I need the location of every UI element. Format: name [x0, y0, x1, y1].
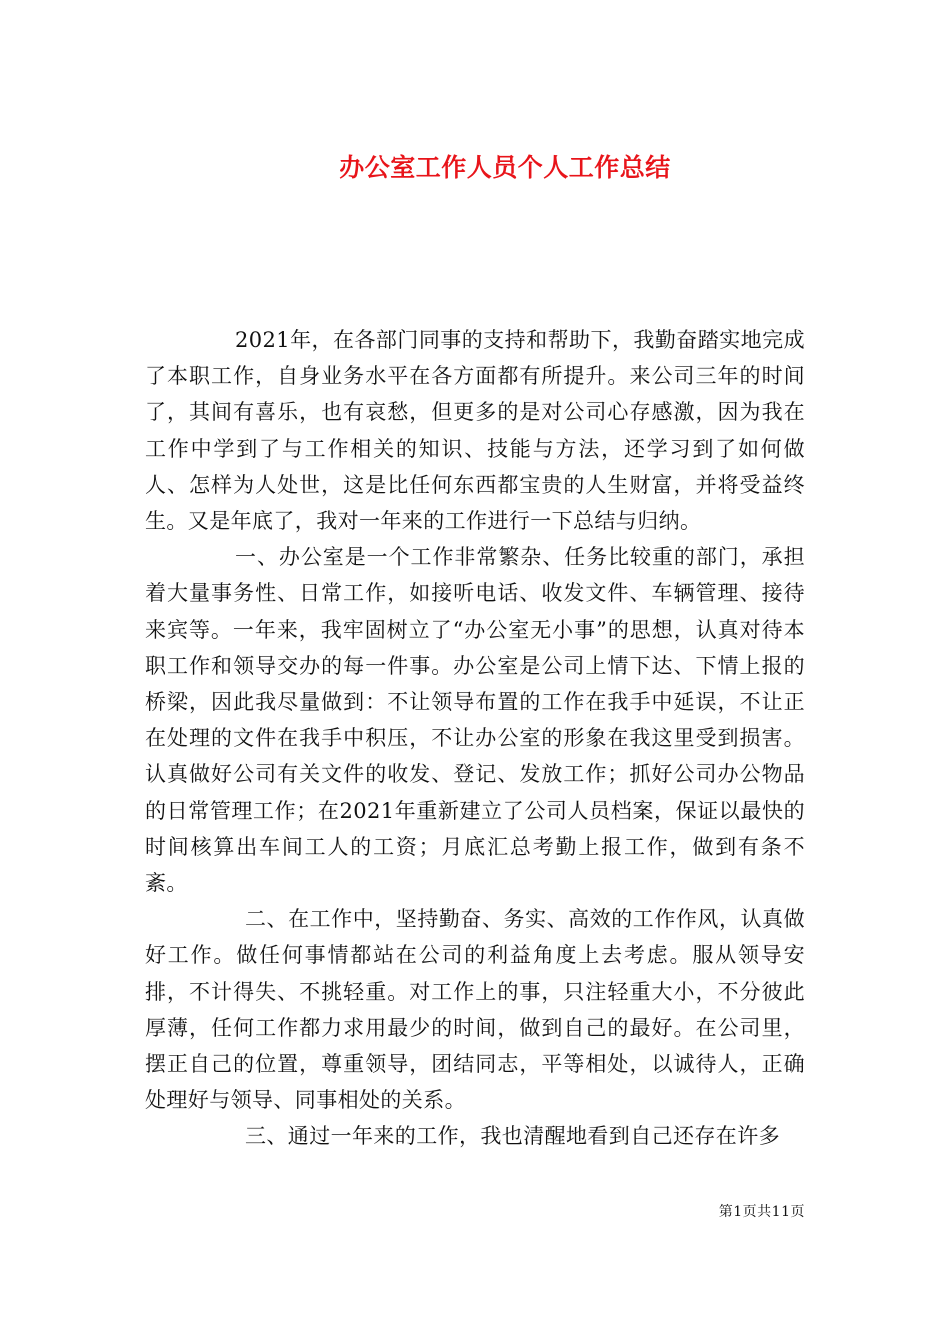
paragraph-intro: 2021年，在各部门同事的支持和帮助下，我勤奋踏实地完成了本职工作，自身业务水平在各方面都有所提升。来公司三年的时间了，其间有喜乐，也有哀愁，但更多的是对公司心存感激，因为我在工作中学到了与工作相关的知识、技能与方法，还学习到了如何做人、怎样为人处世，这是比任何东西都宝贵的人生财富，并将受益终生。又是年底了，我对一年来的工作进行一下总结与归纳。 — [145, 328, 805, 534]
page-number-footer: 第1页共11页 — [718, 1204, 805, 1220]
document-body — [145, 322, 805, 1155]
paragraph-section-one: 一、办公室是一个工作非常繁杂、任务比较重的部门，承担着大量事务性、日常工作，如接听电话、收发文件、车辆管理、接待来宾等。一年来，我牢固树立了“办公室无小事”的思想，认真对待本职工作和领导交办的每一件事。办公室是公司上情下达、下情上报的桥梁，因此我尽量做到：不让领导布置的工作在我手中延误，不让正在处理的文件在我手中积压，不让办公室的形象在我这里受到损害。认真做好公司有关文件的收发、登记、发放工作；抓好公司办公物品的日常管理工作；在2021年重新建立了公司人员档案，保证以最快的时间核算出车间工人的工资；月底汇总考勤上报工作，做到有条不紊。 — [145, 545, 805, 896]
document-title: 办公室工作人员个人工作总结 — [339, 152, 671, 182]
paragraph-section-two: 二、在工作中，坚持勤奋、务实、高效的工作作风，认真做好工作。做任何事情都站在公司的利益角度上去考虑。服从领导安排，不计得失、不挑轻重。对工作上的事，只注轻重大小，不分彼此厚薄，任何工作都力求用最少的时间，做到自己的最好。在公司里，摆正自己的位置，尊重领导，团结同志，平等相处，以诚待人，正确处理好与领导、同事相处的关系。 — [145, 907, 805, 1113]
paragraph-section-three: 三、通过一年来的工作，我也清醒地看到自己还存在许多 — [245, 1124, 780, 1149]
